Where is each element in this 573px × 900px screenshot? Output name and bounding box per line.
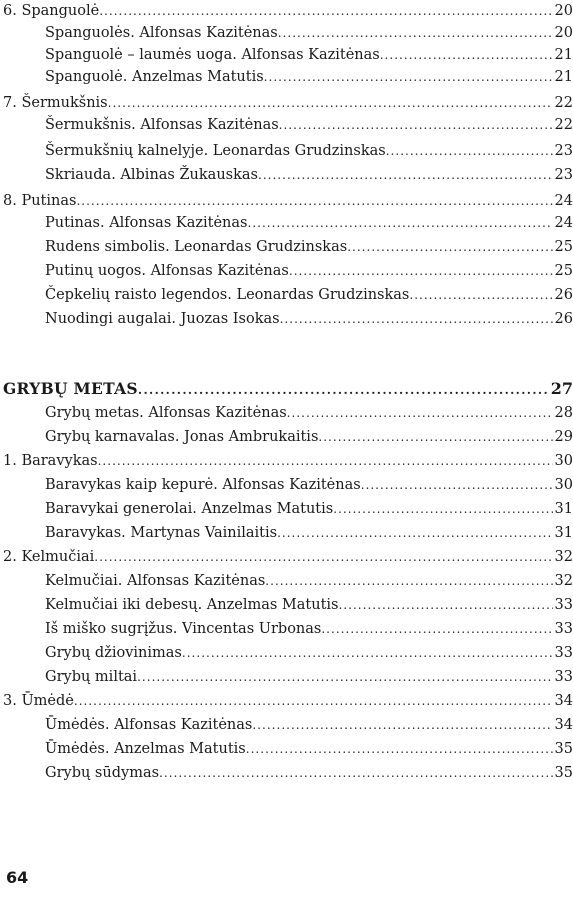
toc-entry-title: Baravykas. Martynas Vainilaitis — [0, 522, 277, 544]
toc-entry — [0, 66, 573, 88]
toc-entry-page: 24 — [554, 193, 573, 209]
toc-entry-page: 30 — [554, 453, 573, 469]
toc-entry — [0, 284, 573, 306]
dot-leader — [94, 546, 552, 568]
toc-entry-title: Spanguolė – laumės uoga. Alfonsas Kazitėnas — [0, 44, 380, 66]
toc-entry-page: 25 — [554, 239, 573, 255]
toc-entry — [0, 570, 573, 592]
dot-leader — [338, 594, 552, 616]
toc-entry-page: 32 — [554, 549, 573, 565]
dot-leader — [318, 426, 552, 448]
dot-leader — [159, 762, 553, 784]
toc-entry-page: 20 — [554, 3, 573, 19]
toc-entry-title: 7. Šermukšnis — [0, 92, 108, 114]
toc-entry — [0, 308, 573, 330]
toc-entry-page: 31 — [554, 501, 573, 517]
toc-entry — [0, 498, 573, 520]
dot-leader — [278, 22, 553, 44]
toc-entry — [0, 762, 573, 784]
toc-entry-page: 22 — [554, 117, 573, 133]
toc-entry-title: Grybų miltai — [0, 666, 137, 688]
toc-entry-title: Grybų sūdymas — [0, 762, 159, 784]
toc-entry-title: Spanguolės. Alfonsas Kazitėnas — [0, 22, 278, 44]
toc-entry-page: 26 — [554, 311, 573, 327]
toc-entry — [0, 190, 573, 212]
dot-leader — [279, 114, 553, 136]
toc-entry — [0, 642, 573, 664]
dot-leader — [321, 618, 552, 640]
toc-entry — [0, 0, 573, 22]
toc-entry-page: 24 — [554, 215, 573, 231]
toc-entry-page: 30 — [554, 477, 573, 493]
toc-entry — [0, 714, 573, 736]
toc-entry-title: Ūmėdės. Anzelmas Matutis — [0, 738, 246, 760]
toc-entry-title: Kelmučiai iki debesų. Anzelmas Matutis — [0, 594, 338, 616]
toc-entry-title: 3. Ūmėdė — [0, 690, 74, 712]
toc-entry — [0, 402, 573, 424]
dot-leader — [74, 690, 553, 712]
toc-entry-page: 33 — [554, 669, 573, 685]
section-page: 27 — [550, 379, 573, 398]
toc-entry-title: Rudens simbolis. Leonardas Grudzinskas — [0, 236, 347, 258]
toc-entry — [0, 690, 573, 712]
toc-entry — [0, 140, 573, 162]
toc-entry-page: 20 — [554, 25, 573, 41]
dot-leader — [137, 666, 552, 688]
toc-entry-page: 21 — [554, 69, 573, 85]
toc-entry-title: Kelmučiai. Alfonsas Kazitėnas — [0, 570, 265, 592]
toc-entry-title: 2. Kelmučiai — [0, 546, 94, 568]
toc-entry-page: 33 — [554, 621, 573, 637]
toc-entry-page: 23 — [554, 167, 573, 183]
toc-entry-page: 29 — [554, 429, 573, 445]
toc-entry-page: 33 — [554, 597, 573, 613]
toc-entry-page: 35 — [554, 765, 573, 781]
toc-entry-page: 31 — [554, 525, 573, 541]
toc-entry — [0, 22, 573, 44]
toc-entry — [0, 260, 573, 282]
dot-leader — [247, 212, 552, 234]
toc-entry-title: Putinas. Alfonsas Kazitėnas — [0, 212, 247, 234]
toc-entry — [0, 738, 573, 760]
dot-leader — [277, 522, 552, 544]
dot-leader — [265, 570, 552, 592]
toc-entry — [0, 474, 573, 496]
toc-entry-page: 33 — [554, 645, 573, 661]
toc-entry-title: Spanguolė. Anzelmas Matutis — [0, 66, 264, 88]
dot-leader — [264, 66, 553, 88]
toc-entry — [0, 236, 573, 258]
dot-leader — [252, 714, 552, 736]
toc-entry — [0, 594, 573, 616]
dot-leader — [287, 402, 553, 424]
dot-leader — [246, 738, 553, 760]
toc-entry — [0, 450, 573, 472]
toc-entry-page: 32 — [554, 573, 573, 589]
toc-entry — [0, 114, 573, 136]
toc-entry-title: Grybų džiovinimas — [0, 642, 182, 664]
toc-entry-title: Skriauda. Albinas Žukauskas — [0, 164, 258, 186]
toc-entry — [0, 546, 573, 568]
dot-leader — [138, 379, 549, 401]
toc-entry — [0, 164, 573, 186]
section-title: GRYBŲ METAS — [0, 378, 138, 400]
toc-entry-title: Putinų uogos. Alfonsas Kazitėnas — [0, 260, 289, 282]
dot-leader — [182, 642, 553, 664]
toc-entry — [0, 666, 573, 688]
dot-leader — [380, 44, 553, 66]
toc-entry-title: 6. Spanguolė — [0, 0, 99, 22]
dot-leader — [347, 236, 552, 258]
toc-entry — [0, 522, 573, 544]
toc-section-heading — [0, 378, 573, 400]
toc-entry-title: Čepkelių raisto legendos. Leonardas Grudzinskas — [0, 284, 409, 306]
toc-entry — [0, 212, 573, 234]
toc-entry — [0, 618, 573, 640]
toc-entry — [0, 426, 573, 448]
toc-entry-title: Nuodingi augalai. Juozas Isokas — [0, 308, 280, 330]
toc-entry-page: 34 — [554, 717, 573, 733]
toc-entry-title: Grybų karnavalas. Jonas Ambrukaitis — [0, 426, 318, 448]
toc-entry-page: 34 — [554, 693, 573, 709]
dot-leader — [98, 450, 553, 472]
dot-leader — [409, 284, 552, 306]
toc-entry — [0, 44, 573, 66]
dot-leader — [386, 140, 553, 162]
toc-entry-page: 28 — [554, 405, 573, 421]
toc-entry-title: Baravykai generolai. Anzelmas Matutis — [0, 498, 333, 520]
toc-entry-title: 8. Putinas — [0, 190, 76, 212]
dot-leader — [280, 308, 553, 330]
toc-entry-title: Baravykas kaip kepurė. Alfonsas Kazitėnas — [0, 474, 361, 496]
toc-entry-page: 23 — [554, 143, 573, 159]
toc-entry-title: Iš miško sugrįžus. Vincentas Urbonas — [0, 618, 321, 640]
page-number: 64 — [6, 868, 29, 887]
toc-entry-title: Grybų metas. Alfonsas Kazitėnas — [0, 402, 287, 424]
dot-leader — [289, 260, 553, 282]
toc-entry-page: 21 — [554, 47, 573, 63]
toc-entry-title: Šermukšnių kalnelyje. Leonardas Grudzinskas — [0, 140, 386, 162]
toc-entry-page: 35 — [554, 741, 573, 757]
toc-entry-title: Ūmėdės. Alfonsas Kazitėnas — [0, 714, 252, 736]
dot-leader — [361, 474, 553, 496]
toc-entry-title: Šermukšnis. Alfonsas Kazitėnas — [0, 114, 279, 136]
dot-leader — [76, 190, 552, 212]
toc-entry-page: 25 — [554, 263, 573, 279]
dot-leader — [333, 498, 552, 520]
dot-leader — [99, 0, 552, 22]
toc-entry-page: 22 — [554, 95, 573, 111]
toc-entry-page: 26 — [554, 287, 573, 303]
dot-leader — [258, 164, 553, 186]
toc-entry-title: 1. Baravykas — [0, 450, 98, 472]
toc-entry — [0, 92, 573, 114]
dot-leader — [108, 92, 553, 114]
